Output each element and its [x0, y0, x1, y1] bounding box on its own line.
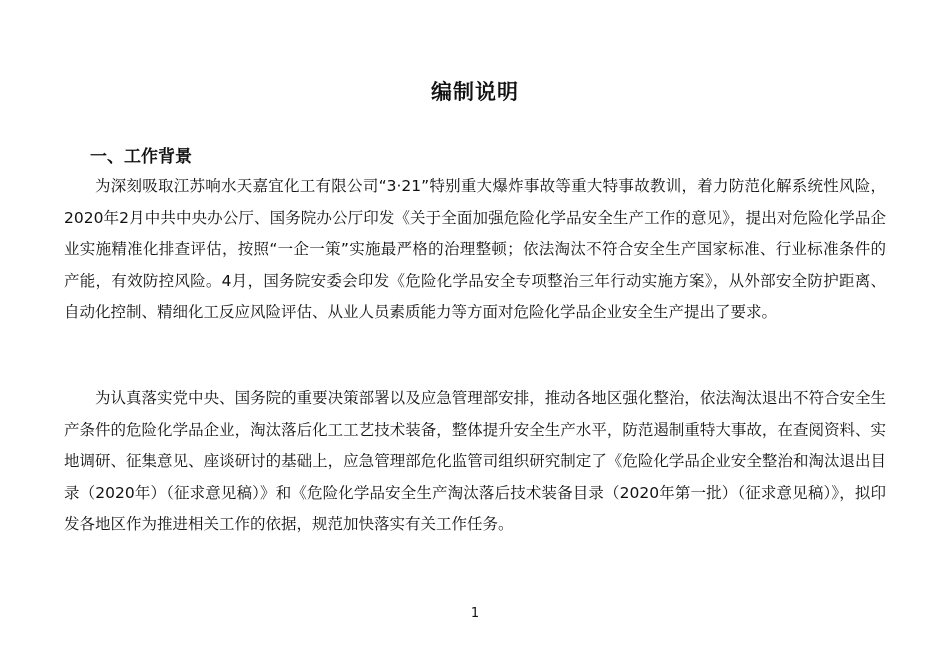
paragraph-2: 为认真落实党中央、国务院的重要决策部署以及应急管理部安排，推动各地区强化整治，依法淘汰退出不符合安全生产条件的危险化学品企业，淘汰落后化工工艺技术装备，整体提升安全生产水平，防范遏制重特大事故，在查阅资料、实地调研、征集意见、座谈研讨的基础上，应急管理部危化监管司组织研究制定了《危险化学品企业安全整治和淘汰退出目录（2020年）（征求意见稿）》和《危险化学品安全生产淘汰落后技术装备目录（2020年第一批）（征求意见稿）》，拟印发各地区作为推进相关工作的依据，规范加快落实有关工作任务。: [64, 389, 886, 533]
section-heading: 一、工作背景: [90, 147, 192, 167]
document-title: 编制说明: [431, 80, 519, 104]
paragraph-1: 为深刻吸取江苏响水天嘉宜化工有限公司“3·21”特别重大爆炸事故等重大特事故教训，着力防范化解系统性风险，2020年2月中共中央办公厅、国务院办公厅印发《关于全面加强危险化学品安全生产工作的意见》，提出对危险化学品企业实施精准化排查评估，按照“一企一策”实施最严格的治理整顿；依法淘汰不符合安全生产国家标准、行业标准条件的产能，有效防控风险。4月，国务院安委会印发《危险化学品安全专项整治三年行动实施方案》，从外部安全防护距离、自动化控制、精细化工反应风险评估、从业人员素质能力等方面对危险化学品企业安全生产提出了要求。: [64, 177, 886, 321]
page-number: 1: [470, 606, 480, 621]
